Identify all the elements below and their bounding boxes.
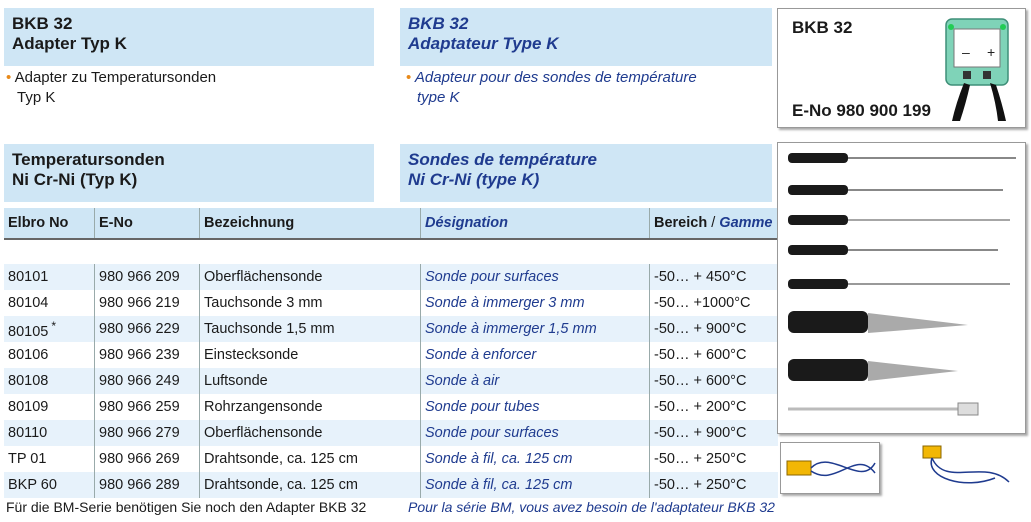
probe-80106-image <box>788 245 998 255</box>
cell-elbro <box>4 446 95 472</box>
cell-bezeichnung <box>200 290 421 316</box>
probes-subtitle-de: Ni Cr-Ni (Typ K) <box>12 170 138 189</box>
cell-range <box>650 264 779 290</box>
probes-header-de <box>4 144 374 202</box>
adapter-bullet-fr-line2: type K <box>417 89 460 106</box>
cell-bezeichnung <box>200 420 421 446</box>
cell-elbro <box>4 290 95 316</box>
cell-designation-text: Sonde à air <box>425 373 500 389</box>
bullet-dot: • <box>6 69 12 86</box>
cell-elbro-text: 80109 <box>8 399 49 415</box>
footer-de: Für die BM-Serie benötigen Sie noch den Adapter BKB 32 <box>6 499 367 515</box>
cell-bezeichnung-text: Einstecksonde <box>204 347 299 363</box>
tp01-image <box>781 443 879 493</box>
probes-title-fr: Sondes de température <box>408 150 597 169</box>
probe-photo-panel <box>777 142 1026 434</box>
cell-elbro-text: 80104 <box>8 295 49 311</box>
product-box <box>777 8 1026 128</box>
cell-designation-text: Sonde pour surfaces <box>425 425 559 441</box>
cell-eno-text: 980 966 269 <box>99 451 180 467</box>
cell-bezeichnung <box>200 368 421 394</box>
cell-designation-text: Sonde à fil, ca. 125 cm <box>425 451 573 467</box>
probe-photos <box>778 143 1025 433</box>
adapter-header-de <box>4 8 374 66</box>
cell-designation-text: Sonde à fil, ca. 125 cm <box>425 477 573 493</box>
adapter-bullet-de-line1: Adapter zu Temperatursonden <box>14 69 217 86</box>
table-row <box>4 264 778 290</box>
cell-bezeichnung-text: Oberflächensonde <box>204 269 323 285</box>
svg-text:+: + <box>987 44 996 60</box>
table-row <box>4 420 778 446</box>
cell-designation <box>421 420 650 446</box>
adapter-header-fr <box>400 8 772 66</box>
tp01-image-box <box>780 442 880 494</box>
cell-elbro-text: TP 01 <box>8 451 47 467</box>
col-bereich-slash: / <box>707 215 720 231</box>
probe-80110-image <box>788 359 958 381</box>
cell-designation <box>421 368 650 394</box>
cell-range <box>650 368 779 394</box>
cell-eno-text: 980 966 219 <box>99 295 180 311</box>
cell-elbro-text: 80108 <box>8 373 49 389</box>
table-row <box>4 290 778 316</box>
cell-designation-text: Sonde pour tubes <box>425 399 540 415</box>
probe-table <box>4 208 778 498</box>
cell-elbro-text: 80105 <box>8 323 49 340</box>
col-bezeichnung: Bezeichnung <box>200 208 421 239</box>
cell-designation <box>421 264 650 290</box>
cell-eno <box>95 342 200 368</box>
cell-eno <box>95 394 200 420</box>
cell-eno-text: 980 966 259 <box>99 399 180 415</box>
cell-designation <box>421 394 650 420</box>
cell-elbro <box>4 316 95 342</box>
cell-designation <box>421 446 650 472</box>
probes-header-fr <box>400 144 772 202</box>
cell-elbro <box>4 394 95 420</box>
cell-range-text: -50… + 900°C <box>654 321 747 337</box>
cell-range <box>650 316 779 342</box>
cell-designation-text: Sonde à immerger 1,5 mm <box>425 321 597 337</box>
probes-subtitle-fr: Ni Cr-Ni (type K) <box>408 170 540 189</box>
cell-designation <box>421 342 650 368</box>
probe-80101-image <box>788 153 1016 163</box>
cell-eno <box>95 446 200 472</box>
cell-eno <box>95 316 200 342</box>
cell-range-text: -50… + 600°C <box>654 347 747 363</box>
cell-eno <box>95 264 200 290</box>
col-designation: Désignation <box>421 208 650 239</box>
cell-elbro <box>4 472 95 498</box>
table-row <box>4 342 778 368</box>
cell-eno-text: 980 966 279 <box>99 425 180 441</box>
cell-elbro-text: 80106 <box>8 347 49 363</box>
cell-bezeichnung-text: Oberflächensonde <box>204 425 323 441</box>
svg-text:–: – <box>962 44 970 60</box>
cell-bezeichnung <box>200 316 421 342</box>
footer-fr: Pour la série BM, vous avez besoin de l'adaptateur BKB 32 <box>408 499 775 515</box>
probe-80104-image <box>788 185 1003 195</box>
adapter-subtitle-fr: Adaptateur Type K <box>408 34 559 53</box>
cell-designation <box>421 316 650 342</box>
table-row <box>4 394 778 420</box>
probe-80105-image <box>788 215 1010 225</box>
cell-bezeichnung-text: Rohrzangensonde <box>204 399 323 415</box>
adapter-bullet-fr-line1: Adapteur pour des sondes de température <box>414 69 697 86</box>
table-spacer-row <box>4 239 778 264</box>
adapter-title-fr: BKB 32 <box>408 14 469 33</box>
cell-range-text: -50… + 250°C <box>654 451 747 467</box>
col-bereich-fr: Gamme <box>719 215 773 231</box>
adapter-bullet-de <box>6 68 366 108</box>
cell-designation-text: Sonde à immerger 3 mm <box>425 295 585 311</box>
col-bereich-de: Bereich <box>654 215 708 231</box>
adapter-bullet-de-line2: Typ K <box>17 89 56 106</box>
cell-range-text: -50… +1000°C <box>654 295 751 311</box>
cell-bezeichnung <box>200 446 421 472</box>
cell-range-text: -50… + 450°C <box>654 269 747 285</box>
table-row <box>4 446 778 472</box>
cell-eno-text: 980 966 209 <box>99 269 180 285</box>
cell-bezeichnung-text: Luftsonde <box>204 373 268 389</box>
table-header-row <box>4 208 778 239</box>
cell-bezeichnung-text: Tauchsonde 3 mm <box>204 295 323 311</box>
cell-eno-text: 980 966 239 <box>99 347 180 363</box>
adapter-subtitle-de: Adapter Typ K <box>12 34 127 53</box>
cell-bezeichnung-text: Tauchsonde 1,5 mm <box>204 321 335 337</box>
table-row <box>4 316 778 342</box>
probes-title-de: Temperatursonden <box>12 150 165 169</box>
cell-eno-text: 980 966 249 <box>99 373 180 389</box>
cell-range <box>650 394 779 420</box>
table-row <box>4 472 778 498</box>
cell-designation-text: Sonde à enforcer <box>425 347 537 363</box>
probe-80108-image <box>788 279 1010 289</box>
cell-range-text: -50… + 200°C <box>654 399 747 415</box>
cell-elbro <box>4 420 95 446</box>
cell-designation <box>421 472 650 498</box>
adapter-bullet-fr <box>406 68 766 108</box>
cell-range-text: -50… + 600°C <box>654 373 747 389</box>
adapter-title-de: BKB 32 <box>12 14 73 33</box>
cell-designation <box>421 290 650 316</box>
cell-eno <box>95 420 200 446</box>
cell-eno <box>95 368 200 394</box>
cell-eno-text: 980 966 229 <box>99 321 180 337</box>
col-elbro: Elbro No <box>4 208 95 239</box>
cell-eno <box>95 290 200 316</box>
cell-range <box>650 420 779 446</box>
adapter-image <box>938 13 1020 125</box>
probe-80109-image <box>788 311 968 333</box>
cell-elbro <box>4 342 95 368</box>
cell-elbro-text: 80110 <box>8 425 48 441</box>
cell-bezeichnung-text: Drahtsonde, ca. 125 cm <box>204 477 358 493</box>
cell-bezeichnung-text: Drahtsonde, ca. 125 cm <box>204 451 358 467</box>
cell-range-text: -50… + 900°C <box>654 425 747 441</box>
cell-range <box>650 342 779 368</box>
cell-elbro-text: 80101 <box>8 269 49 285</box>
col-eno: E-No <box>95 208 200 239</box>
cell-bezeichnung <box>200 264 421 290</box>
cell-bezeichnung <box>200 472 421 498</box>
table-row <box>4 368 778 394</box>
probe-wire-image <box>788 403 978 415</box>
cell-eno-text: 980 966 289 <box>99 477 180 493</box>
bullet-dot: • <box>406 69 412 86</box>
product-name: BKB 32 <box>792 18 853 37</box>
cell-elbro-text: BKP 60 <box>8 477 57 493</box>
product-eno: E-No 980 900 199 <box>792 101 931 120</box>
cell-designation-text: Sonde pour surfaces <box>425 269 559 285</box>
col-bereich <box>650 208 779 239</box>
cell-bezeichnung <box>200 342 421 368</box>
cell-range <box>650 472 779 498</box>
cell-elbro <box>4 368 95 394</box>
cell-range <box>650 446 779 472</box>
cell-bezeichnung <box>200 394 421 420</box>
cell-range <box>650 290 779 316</box>
footnote-mark: * <box>51 318 57 333</box>
cell-eno <box>95 472 200 498</box>
cell-range-text: -50… + 250°C <box>654 477 747 493</box>
bkp60-image <box>905 438 1015 494</box>
cell-elbro <box>4 264 95 290</box>
